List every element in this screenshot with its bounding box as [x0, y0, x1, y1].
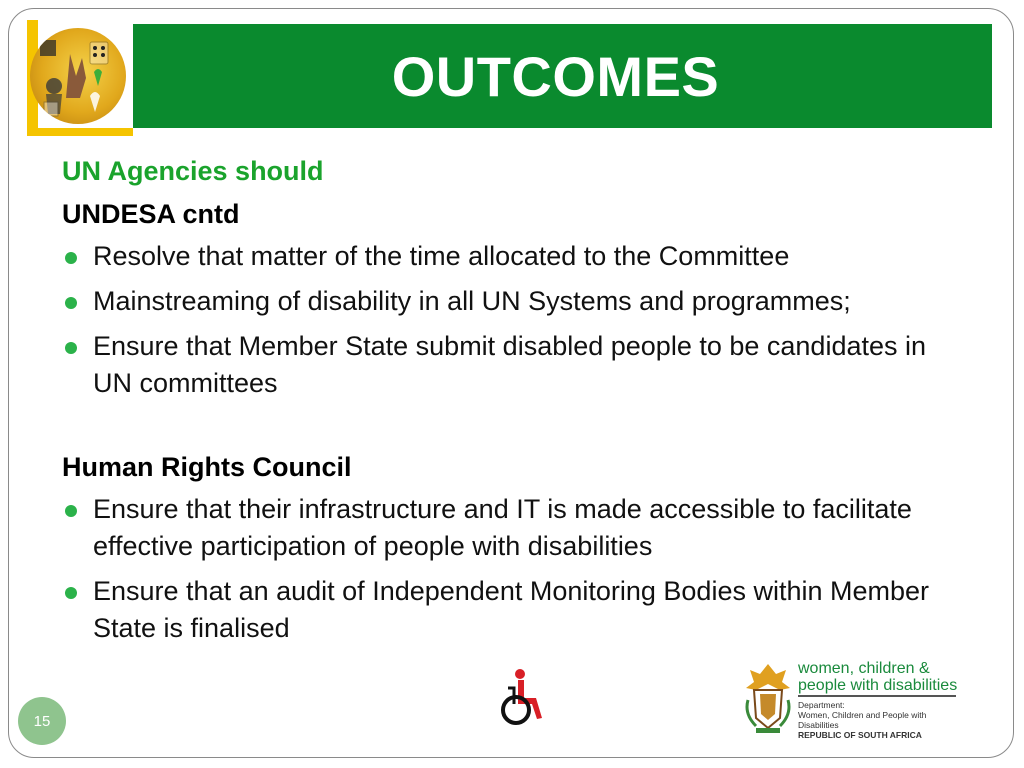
bullet-text: Resolve that matter of the time allocated to the Committee [93, 241, 790, 271]
bullet-text: Mainstreaming of disability in all UN Systems and programmes; [93, 286, 851, 316]
slide-title: OUTCOMES [391, 44, 720, 108]
disability-collage-logo-icon [30, 28, 126, 124]
page-number-badge: 15 [18, 697, 66, 745]
department-name-line1: women, children & [798, 660, 930, 677]
department-name-line2: people with disabilities [798, 677, 958, 694]
department-name [798, 660, 968, 694]
title-bar [133, 24, 992, 128]
list-item [62, 283, 962, 320]
section-label: UN Agencies should [62, 156, 324, 186]
section-heading-hrc: Human Rights Council [62, 452, 352, 482]
department-divider [798, 695, 956, 697]
section-heading-undesa: UNDESA cntd [62, 199, 240, 229]
bullet-text: Ensure that an audit of Independent Monitoring Bodies within Member State is finalised [93, 576, 930, 643]
bullet-icon [65, 252, 77, 264]
bullet-text: Ensure that Member State submit disabled people to be candidates in UN committees [93, 331, 927, 398]
bullet-icon [65, 587, 77, 599]
department-label: Department: [798, 700, 845, 710]
department-country: REPUBLIC OF SOUTH AFRICA [798, 730, 922, 740]
bullet-icon [65, 342, 77, 354]
bullet-icon [65, 297, 77, 309]
wheelchair-icon [496, 668, 548, 728]
list-item [62, 491, 962, 565]
department-details [798, 700, 968, 740]
coat-of-arms-icon [742, 660, 794, 736]
department-full-name: Women, Children and People with Disabilities [798, 710, 927, 730]
slide-content [62, 156, 962, 655]
list-item [62, 328, 962, 402]
bullet-text: Ensure that their infrastructure and IT is made accessible to facilitate effective participation of people with disabilities [93, 494, 912, 561]
hrc-bullet-list [62, 491, 962, 647]
list-item [62, 573, 962, 647]
bullet-icon [65, 505, 77, 517]
undesa-bullet-list [62, 238, 962, 402]
list-item [62, 238, 962, 275]
